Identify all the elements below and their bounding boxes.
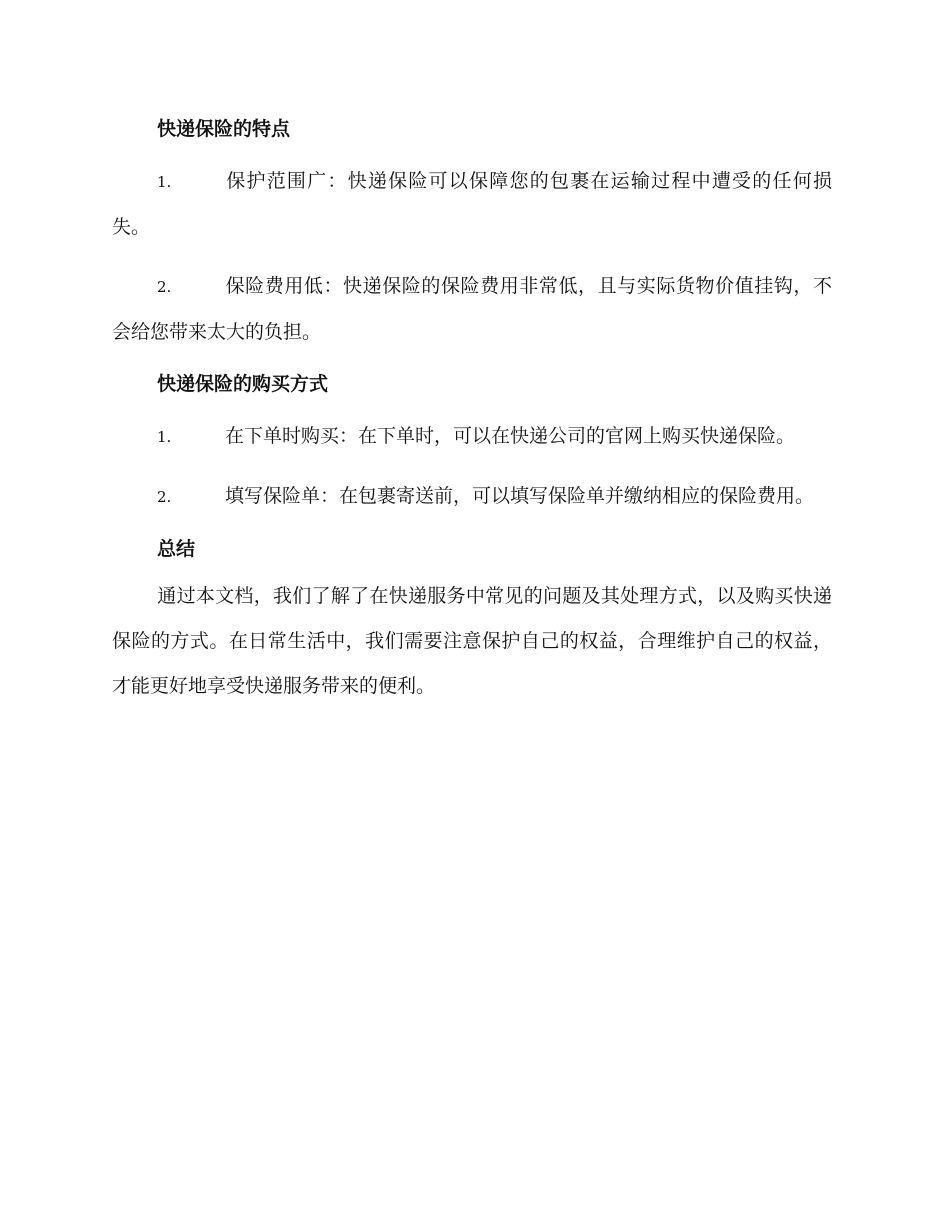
document-page (112, 100, 832, 709)
summary-text: 通过本文档，我们了解了在快递服务中常见的问题及其处理方式，以及购买快递保险的方式。在日常生活中，我们需要注意保护自己的权益，合理维护自己的权益，才能更好地享受快递服务带来的便利。 (112, 585, 832, 697)
list-item (112, 264, 832, 355)
list-number: 2. (157, 278, 172, 296)
list-text: 保险费用低：快递保险的保险费用非常低，且与实际货物价值挂钩，不会给您带来太大的负担。 (112, 275, 832, 343)
section-heading-features: 快递保险的特点 (157, 118, 291, 140)
summary-paragraph (112, 574, 832, 709)
list-text: 在下单时购买：在下单时，可以在快递公司的官网上购买快递保险。 (225, 425, 796, 447)
list-number: 1. (157, 428, 172, 446)
list-number: 1. (157, 173, 172, 191)
list-item (112, 474, 832, 520)
list-number: 2. (157, 488, 172, 506)
list-item (112, 159, 832, 250)
list-text: 填写保险单：在包裹寄送前，可以填写保险单并缴纳相应的保险费用。 (225, 485, 815, 507)
section-heading-purchase: 快递保险的购买方式 (157, 373, 329, 395)
list-text: 保护范围广：快递保险可以保障您的包裹在运输过程中遭受的任何损失。 (112, 170, 832, 238)
section-heading-summary: 总结 (157, 538, 196, 560)
list-item (112, 414, 832, 460)
